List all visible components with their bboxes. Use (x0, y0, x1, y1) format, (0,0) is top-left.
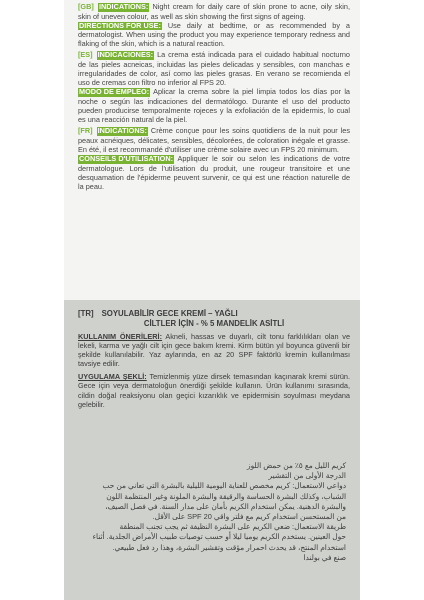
arabic-line: كريم الليل مع ٥٪ من حمض اللوز (247, 461, 346, 470)
es-use-text: Aplicar la crema sobre la piel limpia todos los días por la noche o según las indicaciones del dermatólogo. Durante el uso del producto pueden producirse temporalmente rojeces y la exfoliación de la epidermis, lo cual es una reacción natural de la piel. (78, 87, 350, 125)
fr-language-tag: [FR] (78, 126, 93, 136)
fr-indications-text: Crème conçue pour les soins quotidiens de la nuit pour les peaux acnéiques, délicates, sensibles, décolorées, de coloration inégale et grasse. En été, il est recommandé d'utiliser une crème solaire avec un FPS 20 minimum. (78, 126, 350, 154)
es-use-paragraph (78, 87, 350, 124)
arabic-line: استخدام المنتج، قد يحدث احمرار مؤقت وتقشير البشرة، وهذا رد فعل طبيعي. (112, 542, 346, 552)
es-use-label: MODO DE EMPLEO: (79, 87, 150, 97)
tr-body (78, 332, 350, 409)
gb-language-tag: [GB] (78, 2, 94, 11)
arabic-line: طريقة الاستعمال: ضعي الكريم على البشرة النظيفة ثم يجب تجنب المنطقة (119, 522, 346, 532)
tr-recommendations-paragraph (78, 332, 350, 368)
arabic-line: صنع في بولندا (303, 552, 346, 562)
arabic-line: حول العينين. يستخدم الكريم يوميا ليلا أو حسب توصيات طبيب الأمراض الجلدية. أثناء (92, 532, 346, 542)
arabic-line: الدرجة الأولى من التقشير (268, 471, 346, 481)
tr-title-line1: SOYULABİLİR GECE KREMİ – YAĞLI (101, 309, 238, 318)
gb-directions-paragraph (78, 21, 350, 49)
gb-indications-label: INDICATIONS: (98, 2, 149, 11)
tr-language-tag: [TR] (78, 309, 94, 318)
arabic-line: من المستحسن استخدام كريم مع فلتر واقي SPF 20 على الأقل. (152, 512, 346, 522)
product-leaflet (64, 0, 360, 600)
arabic-text-block (78, 461, 346, 563)
arabic-line: والبشرة الدهنية. يمكن استخدام الكريم بأمان على مدار السنة. في فصل الصيف، (105, 501, 346, 511)
arabic-line: دواعي الاستعمال: كريم مخصص للعناية اليومية الليلية بالبشرة التي تعاني من حب (102, 481, 346, 491)
tr-recommendations-text: Akneli, hassas ve duyarlı, cilt tonu farklılıkları olan ve lekeli, karma ve yağlı cilt için gece bakım kremi. Kirm bütün yıl boyunca güvenli bir şekilde kullanılabilir. Yaz aylarında, en az 20 SPF faktörlü kremin kullanılması tavsiye edilir. (78, 332, 350, 369)
tr-title (78, 309, 350, 329)
gb-directions-text: Use daily at bedtime, or as recommended by a dermatologist. When using the product you may experience temporary redness and flaking of the skin, which is a natural reaction. (78, 20, 350, 49)
fr-use-text: Appliquer le soir ou selon les indications de votre dermatologue. Lors de l'utilisation du produit, une rougeur transitoire et une desquamation de l'épiderme peuvent survenir, ce qui est une réaction naturelle de la peau. (78, 154, 350, 191)
fr-use-paragraph (78, 154, 350, 191)
es-indications-label: INDICACIONES: (97, 50, 154, 60)
es-indications-text: La crema está indicada para el cuidado habitual nocturno de las pieles acneicas, incluidas las pieles delicadas y sensibles, con manchas e irregularidades de color, así como las pieles grasas. En verano se recomienda el uso de cremas con filtro no inferior al FPS 20. (78, 50, 350, 88)
es-language-tag: [ES] (78, 50, 93, 60)
gb-indications-text: Night cream for daily care of skin prone to acne, oily skin, skin of uneven colour, as well as skin showing the first signs of ageing. (78, 2, 350, 21)
fr-indications-paragraph (78, 126, 350, 154)
gb-indications-paragraph (78, 2, 350, 21)
es-indications-paragraph (78, 50, 350, 87)
gb-directions-label: DIRECTIONS FOR USE: (79, 20, 161, 30)
fr-indications-label: INDICATIONS: (97, 126, 147, 136)
tr-application-text: Temizlenmiş yüze dirsek temasından kaçınarak kremi sürün. Gece için veya dermatoloğun önerdiği şekilde kullanın. Ürün kullanımı sırasında, cildin doğal reaksiyonu olan geçici kızarıklık ve epidermisin soyulması meydana gelebilir. (78, 372, 350, 409)
leaflet-upper-section (64, 0, 360, 300)
fr-use-label: CONSEILS D'UTILISATION: (79, 154, 174, 163)
tr-application-paragraph (78, 372, 350, 408)
arabic-line: الشباب، وكذلك البشرة الحساسة والرقيقة والبشرة الملونة وغير المنتظمة اللون (106, 491, 346, 501)
tr-application-label: UYGULAMA ŞEKLİ: (78, 372, 147, 382)
tr-recommendations-label: KULLANIM ÖNERİLERİ: (78, 332, 163, 341)
tr-title-line2: CİLTLER İÇİN - % 5 MANDELİK ASİTLİ (143, 319, 285, 328)
